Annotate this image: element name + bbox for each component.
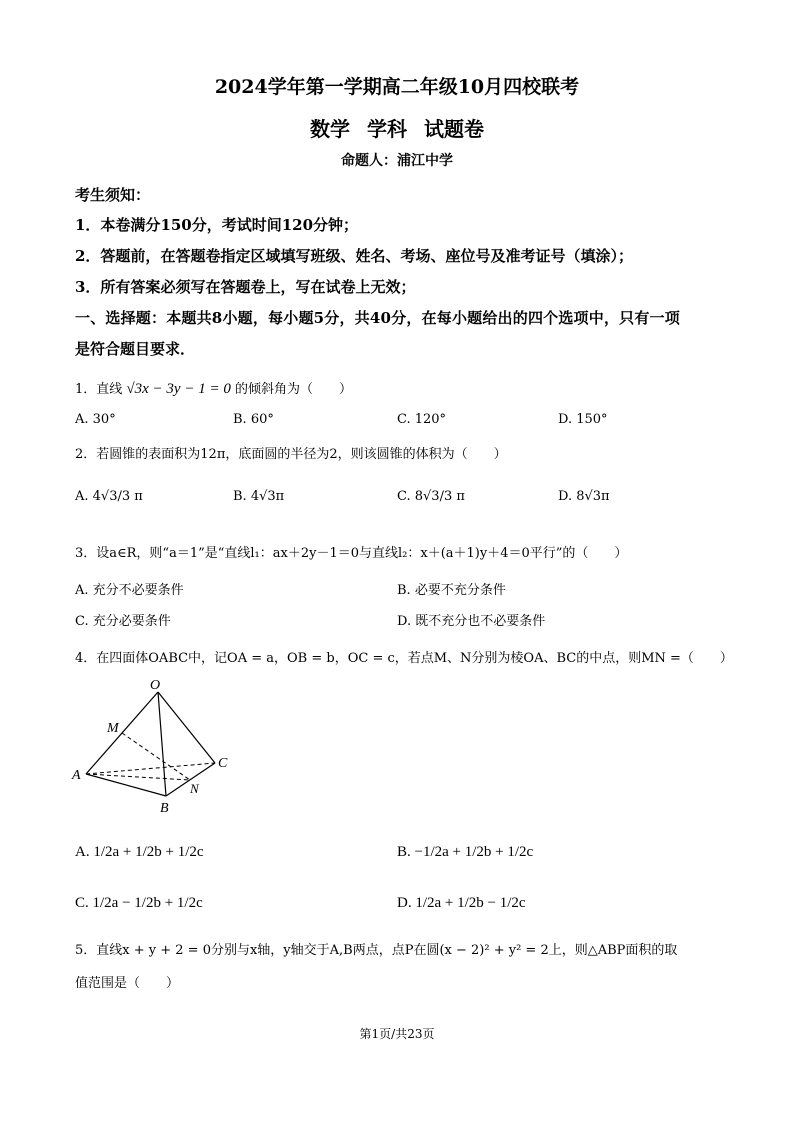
section-heading: 一、选择题：本题共8小题，每小题5分，共40分，在每小题给出的四个选项中，只有一项 <box>75 309 680 327</box>
option-c: C. 1/2a − 1/2b + 1/2c <box>75 895 203 911</box>
question-1-suffix: 的倾斜角为（ ） <box>234 382 352 397</box>
question-1 <box>75 378 352 398</box>
option-d: D. 150° <box>558 412 608 427</box>
segment-an <box>86 774 190 780</box>
option-a: A. 4√3/3 π <box>75 489 143 504</box>
edge-ob <box>158 692 166 796</box>
question-1-equation: √3x − 3y − 1 = 0 <box>126 381 231 397</box>
section-heading-cont: 是符合题目要求． <box>75 340 196 358</box>
exam-author: 命题人：浦江中学 <box>341 153 453 169</box>
exam-title: 2024学年第一学期高二年级10月四校联考 <box>214 76 580 98</box>
label-a: A <box>72 768 81 783</box>
question-5: 5．直线x + y + 2 = 0分别与x轴，y轴交于A,B两点，点P在圆(x − 2)² + y² = 2上，则△ABP面积的取 <box>75 943 678 958</box>
notice-item: 1．本卷满分150分，考试时间120分钟； <box>75 216 359 234</box>
option-a: A. 30° <box>75 412 116 427</box>
notice-item: 3．所有答案必须写在答题卷上，写在试卷上无效； <box>75 278 416 296</box>
edge-oc <box>158 692 215 763</box>
option-b: B. 60° <box>233 412 274 427</box>
option-c: C. 8√3/3 π <box>397 489 465 504</box>
question-4: 4．在四面体OABC中，记OA = a，OB = b，OC = c，若点M、N分别为棱OA、BC的中点，则MN =（ ） <box>75 651 733 666</box>
option-a: A. 充分不必要条件 <box>75 583 184 598</box>
segment-mn <box>122 733 190 780</box>
option-a: A. 1/2a + 1/2b + 1/2c <box>75 844 204 860</box>
edge-ac-hidden <box>86 763 215 774</box>
notice-heading: 考生须知： <box>75 186 151 204</box>
label-m: M <box>107 721 119 736</box>
question-2: 2．若圆锥的表面积为12π，底面圆的半径为2，则该圆锥的体积为（ ） <box>75 447 507 462</box>
label-n: N <box>190 781 199 796</box>
option-c: C. 充分必要条件 <box>75 614 171 629</box>
option-c: C. 120° <box>397 412 447 427</box>
question-5-cont: 值范围是（ ） <box>75 976 180 991</box>
option-b: B. −1/2a + 1/2b + 1/2c <box>397 844 534 860</box>
question-3: 3．设a∈R，则“a＝1”是“直线l₁：ax＋2y－1＝0与直线l₂：x＋(a＋1)y＋4＝0平行”的（ ） <box>75 546 628 561</box>
option-d: D. 既不充分也不必要条件 <box>397 614 546 629</box>
question-1-prefix: 1．直线 <box>75 382 123 397</box>
exam-subtitle: 数学 学科 试题卷 <box>310 117 484 141</box>
option-b: B. 4√3π <box>233 489 285 504</box>
edge-ab <box>86 774 166 796</box>
option-b: B. 必要不充分条件 <box>397 583 506 598</box>
label-o: O <box>150 678 161 693</box>
label-b: B <box>160 801 169 816</box>
label-c: C <box>218 756 228 771</box>
option-d: D. 8√3π <box>558 489 610 504</box>
notice-item: 2．答题前，在答题卷指定区域填写班级、姓名、考场、座位号及准考证号（填涂）； <box>75 247 633 265</box>
page-footer: 第1页/共23页 <box>359 1027 435 1041</box>
tetrahedron-figure <box>70 675 240 820</box>
option-d: D. 1/2a + 1/2b − 1/2c <box>397 895 526 911</box>
